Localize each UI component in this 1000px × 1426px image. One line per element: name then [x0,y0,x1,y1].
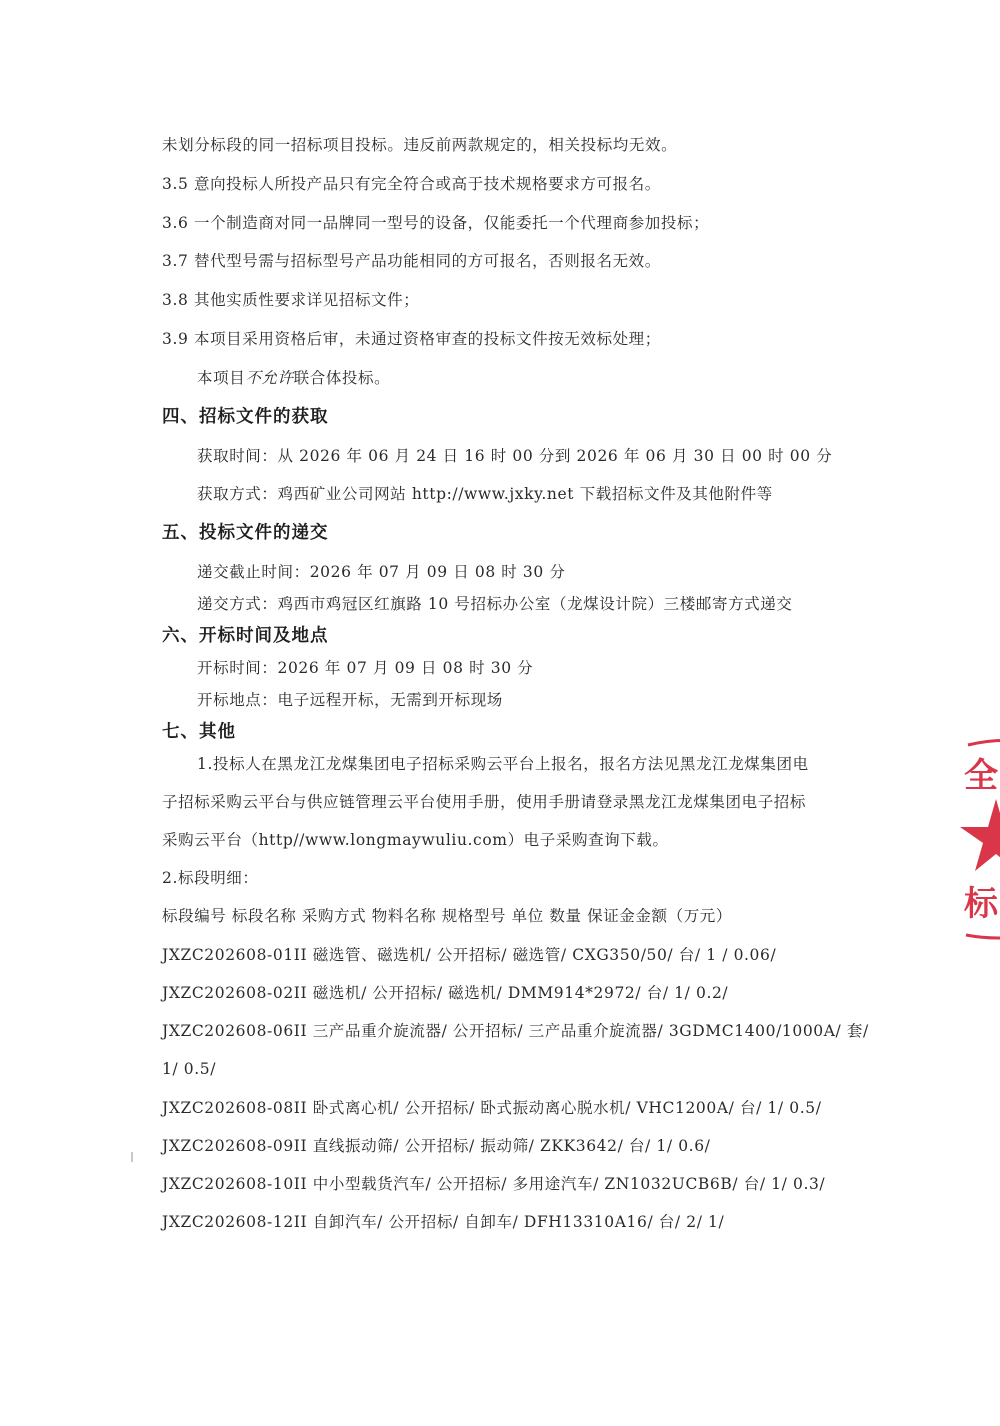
clause-3-8: 3.8 其他实质性要求详见招标文件； [162,291,420,309]
submission-method: 递交方式：鸡西市鸡冠区红旗路 10 号招标办公室（龙煤设计院）三楼邮寄方式递交 [197,595,793,613]
lot-row: JXZC202608-09II 直线振动筛/ 公开招标/ 振动筛/ ZKK3642/ 台/ 1/ 0.6/ [162,1137,711,1155]
lot-row-continuation: 1/ 0.5/ [162,1060,217,1078]
clause-3-5: 3.5 意向投标人所投产品只有完全符合或高于技术规格要求方可报名。 [162,175,661,193]
lot-row: JXZC202608-10II 中小型载货汽车/ 公开招标/ 多用途汽车/ ZN1032UCB6B/ 台/ 1/ 0.3/ [162,1175,826,1193]
seal-stamp-top-char: 全 [964,756,998,796]
acquisition-time: 获取时间：从 2026 年 06 月 24 日 16 时 00 分到 2026 年 06 月 30 日 00 时 00 分 [197,447,833,465]
scan-speck [131,1152,133,1162]
acquisition-method: 获取方式：鸡西矿业公司网站 http://www.jxky.net 下载招标文件及其他附件等 [197,485,773,503]
submission-deadline: 递交截止时间：2026 年 07 月 09 日 08 时 30 分 [197,563,566,581]
other-para-1-line-3: 采购云平台（http//www.longmaywuliu.com）电子采购查询下载。 [162,831,669,849]
consortium-suffix: 联合体投标。 [293,369,391,387]
section-7-heading: 七、其他 [162,722,236,742]
consortium-prefix: 本项目 [197,369,246,387]
other-para-1-line-1: 1.投标人在黑龙江龙煤集团电子招标采购云平台上报名，报名方法见黑龙江龙煤集团电 [197,755,809,773]
seal-stamp [962,735,1000,945]
lot-row: JXZC202608-01II 磁选管、磁选机/ 公开招标/ 磁选管/ CXG350/50/ 台/ 1 / 0.06/ [162,946,777,964]
consortium-note [197,367,390,389]
section-4-heading: 四、招标文件的获取 [162,407,329,427]
opening-time: 开标时间：2026 年 07 月 09 日 08 时 30 分 [197,659,534,677]
clause-3-7: 3.7 替代型号需与招标型号产品功能相同的方可报名，否则报名无效。 [162,252,661,270]
clause-3-6: 3.6 一个制造商对同一品牌同一型号的设备，仅能委托一个代理商参加投标； [162,214,710,232]
consortium-emphasis: 不允许 [245,369,294,387]
lot-row: JXZC202608-12II 自卸汽车/ 公开招标/ 自卸车/ DFH13310A16/ 台/ 2/ 1/ [162,1213,725,1231]
opening-place: 开标地点：电子远程开标，无需到开标现场 [197,691,503,709]
lot-details-label: 2.标段明细： [162,869,259,887]
clause-3-9: 3.9 本项目采用资格后审，未通过资格审查的投标文件按无效标处理； [162,330,661,348]
lot-row: JXZC202608-02II 磁选机/ 公开招标/ 磁选机/ DMM914*2972/ 台/ 1/ 0.2/ [162,984,729,1002]
other-para-1-line-2: 子招标采购云平台与供应链管理云平台使用手册，使用手册请登录黑龙江龙煤集团电子招标 [162,793,807,811]
section-6-heading: 六、开标时间及地点 [162,626,329,646]
lot-table-header: 标段编号 标段名称 采购方式 物料名称 规格型号 单位 数量 保证金金额（万元） [162,907,732,925]
intro-line-1: 未划分标段的同一招标项目投标。违反前两款规定的，相关投标均无效。 [162,136,678,154]
lot-row: JXZC202608-08II 卧式离心机/ 公开招标/ 卧式振动离心脱水机/ VHC1200A/ 台/ 1/ 0.5/ [162,1099,822,1117]
seal-stamp-bottom-char: 标 [964,884,998,924]
star-icon [960,799,1000,871]
section-5-heading: 五、投标文件的递交 [162,523,329,543]
lot-row: JXZC202608-06II 三产品重介旋流器/ 公开招标/ 三产品重介旋流器/ 3GDMC1400/1000A/ 套/ [162,1022,869,1040]
